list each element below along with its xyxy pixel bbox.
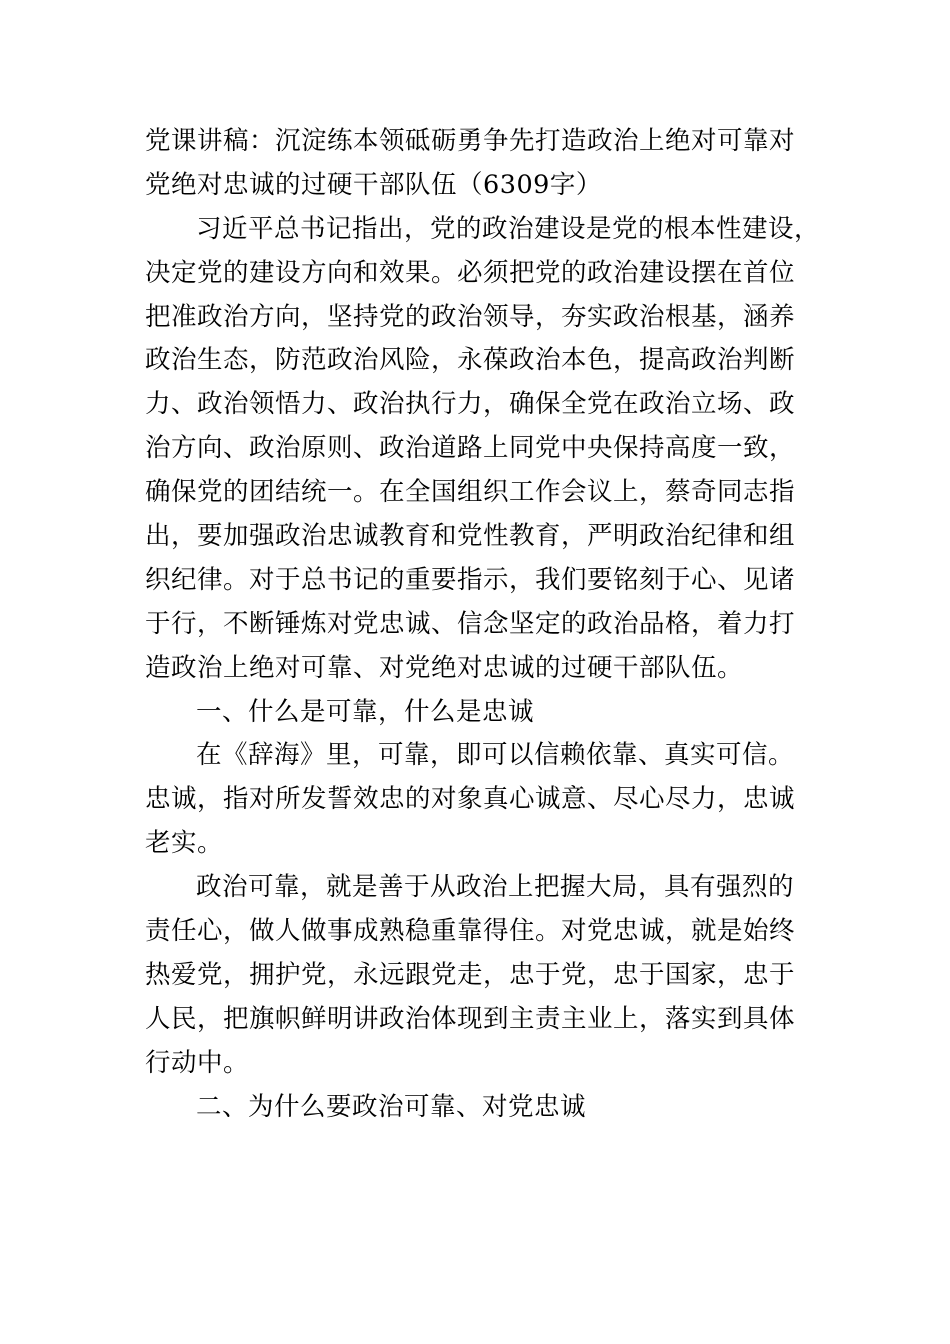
document-title-line-1: 党课讲稿：沉淀练本领砥砺勇争先打造政治上绝对可靠对 xyxy=(145,126,796,156)
section-heading-2: 二、为什么要政治可靠、对党忠诚 xyxy=(196,1091,587,1122)
paragraph-1-line-8: 出，要加强政治忠诚教育和党性教育，严明政治纪律和组 xyxy=(145,521,796,552)
paragraph-1-line-4: 政治生态，防范政治风险，永葆政治本色，提高政治判断 xyxy=(145,345,796,376)
document-body xyxy=(145,120,821,1129)
paragraph-1-line-9: 织纪律。对于总书记的重要指示，我们要铭刻于心、见诸 xyxy=(145,564,796,595)
paragraph-2-line-1: 在《辞海》里，可靠，即可以信赖依靠、真实可信。 xyxy=(196,740,795,771)
paragraph-1-line-7: 确保党的团结统一。在全国组织工作会议上，蔡奇同志指 xyxy=(145,477,796,508)
document-title-line-2: 党绝对忠诚的过硬干部队伍（6309字） xyxy=(145,169,602,200)
paragraph-1-line-6: 治方向、政治原则、政治道路上同党中央保持高度一致， xyxy=(145,433,796,464)
paragraph-1-line-10: 于行，不断锤炼对党忠诚、信念坚定的政治品格，着力打 xyxy=(145,608,796,639)
paragraph-3-line-5: 行动中。 xyxy=(145,1047,250,1078)
paragraph-1-line-2: 决定党的建设方向和效果。必须把党的政治建设摆在首位 xyxy=(145,257,796,288)
paragraph-1-line-3: 把准政治方向，坚持党的政治领导，夯实政治根基，涵养 xyxy=(145,301,796,332)
paragraph-3-line-2: 责任心，做人做事成熟稳重靠得住。对党忠诚，就是始终 xyxy=(145,916,796,947)
paragraph-1-line-1: 习近平总书记指出，党的政治建设是党的根本性建设， xyxy=(196,213,821,244)
paragraph-3-line-3: 热爱党，拥护党，永远跟党走，忠于党，忠于国家，忠于 xyxy=(145,959,796,990)
paragraph-1-line-5: 力、政治领悟力、政治执行力，确保全党在政治立场、政 xyxy=(145,389,796,420)
paragraph-2-line-3: 老实。 xyxy=(145,828,224,859)
paragraph-2-line-2: 忠诚，指对所发誓效忠的对象真心诚意、尽心尽力，忠诚 xyxy=(145,784,796,815)
paragraph-1-line-11: 造政治上绝对可靠、对党绝对忠诚的过硬干部队伍。 xyxy=(145,652,744,683)
paragraph-3-line-1: 政治可靠，就是善于从政治上把握大局，具有强烈的 xyxy=(196,872,795,903)
paragraph-3-line-4: 人民，把旗帜鲜明讲政治体现到主责主业上，落实到具体 xyxy=(145,1003,796,1034)
section-heading-1: 一、什么是可靠，什么是忠诚 xyxy=(196,696,535,727)
